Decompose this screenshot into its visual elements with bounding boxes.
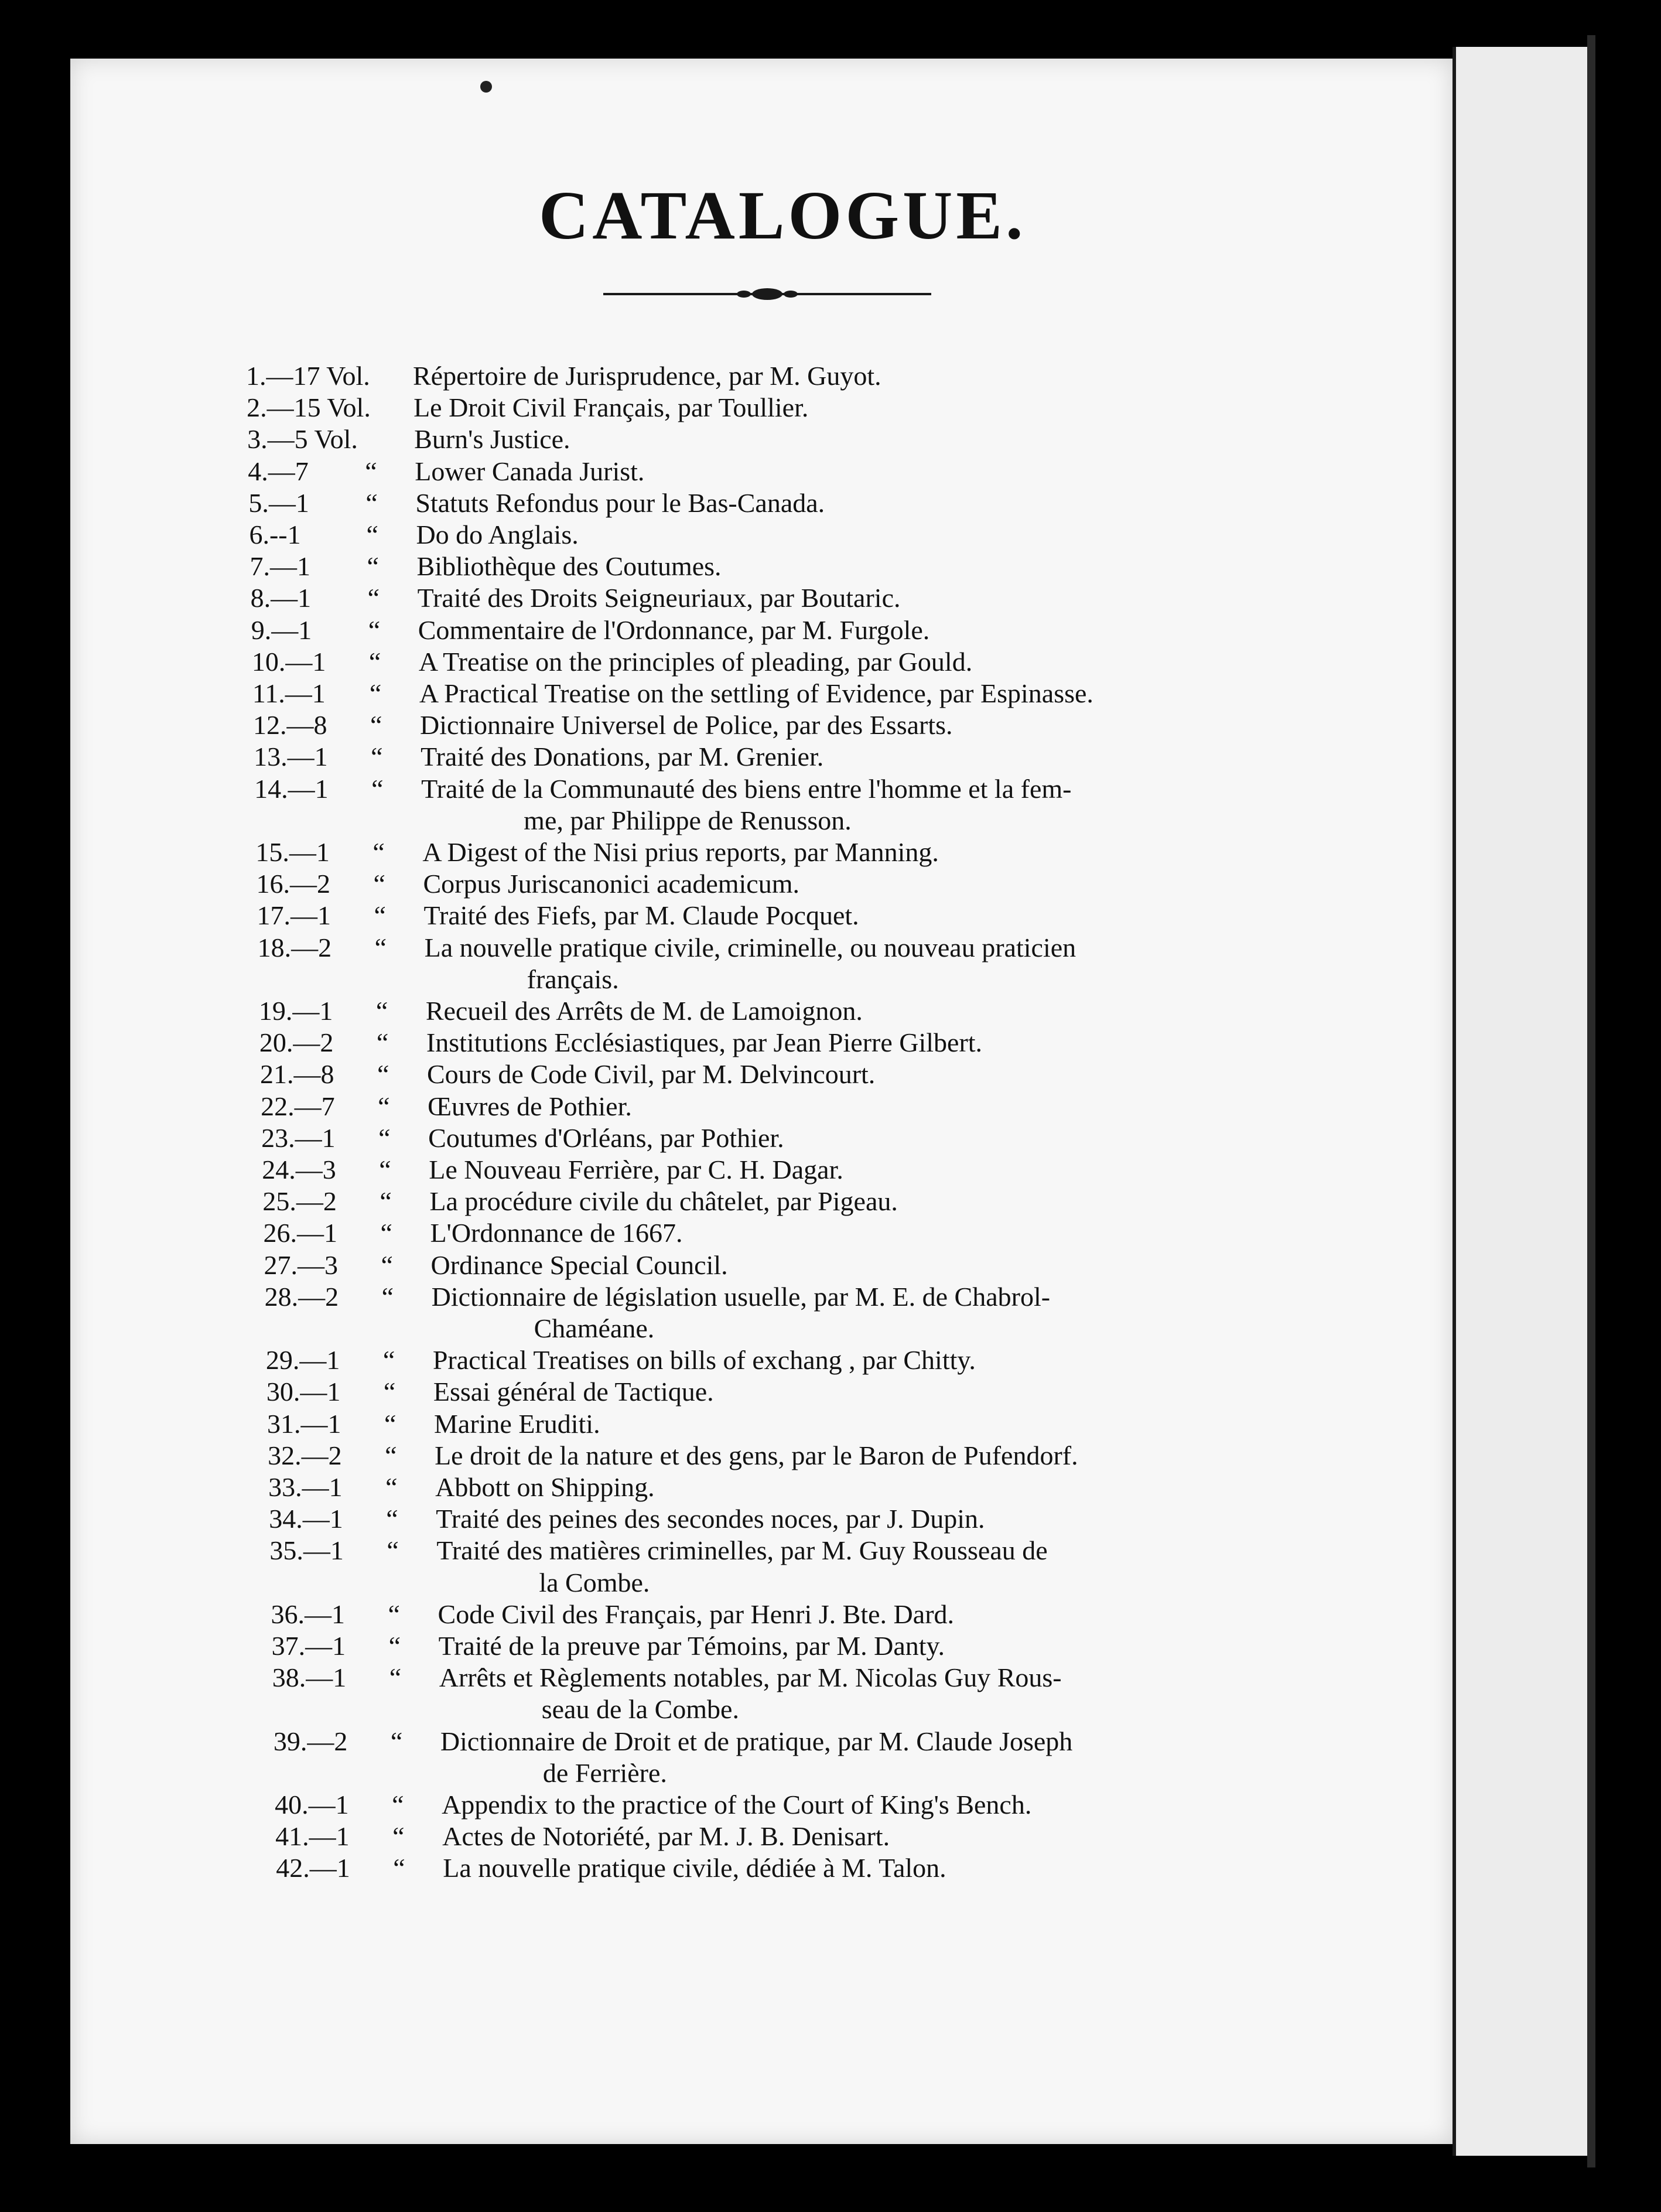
entry-title: A Treatise on the principles of pleading, par Gould. <box>418 646 973 677</box>
entry-title: Do do Anglais. <box>416 520 579 549</box>
ditto-mark: “ <box>371 773 384 804</box>
entry-number: 14.—1 <box>254 773 329 804</box>
entry-number: 35.—1 <box>269 1535 344 1566</box>
entry-number: 23.—1 <box>261 1122 336 1153</box>
ditto-mark: “ <box>386 1504 398 1534</box>
ditto-mark: “ <box>392 1821 405 1852</box>
entry-title: Dictionnaire de Droit et de pratique, par M. Claude Joseph <box>440 1726 1073 1756</box>
entry-number: 18.—2 <box>257 932 332 962</box>
entry-number: 32.—2 <box>268 1440 342 1470</box>
entry-number: 38.—1 <box>272 1663 347 1693</box>
ditto-mark: “ <box>387 1535 399 1566</box>
entry-title-continuation: seau de la Combe. <box>541 1694 739 1725</box>
entry-title: Statuts Refondus pour le Bas-Canada. <box>415 487 825 518</box>
ditto-mark: “ <box>376 1028 389 1058</box>
ditto-mark: “ <box>375 996 388 1026</box>
entry-title: Le droit de la nature et des gens, par le Baron de Pufendorf. <box>435 1440 1078 1470</box>
entry-number: 41.—1 <box>275 1821 350 1852</box>
entry-number: 28.—2 <box>264 1281 339 1312</box>
entry-title: Traité des peines des secondes noces, par J. Dupin. <box>436 1504 985 1534</box>
entry-number: 22.—7 <box>261 1091 335 1121</box>
entry-title: Marine Eruditi. <box>434 1408 600 1439</box>
ditto-mark: “ <box>389 1663 402 1693</box>
ditto-mark: “ <box>381 1281 394 1312</box>
ditto-mark: “ <box>381 1250 393 1280</box>
ditto-mark: “ <box>385 1472 398 1502</box>
entry-title: Traité de la preuve par Témoins, par M. Danty. <box>438 1631 945 1661</box>
entry-title: Burn's Justice. <box>414 424 570 455</box>
entry-number: 9.—1 <box>251 615 312 645</box>
entry-title: A Practical Treatise on the settling of Evidence, par Espinasse. <box>419 678 1093 708</box>
entry-number: 1.—17 Vol. <box>246 361 370 391</box>
entry-number: 34.—1 <box>269 1504 343 1534</box>
entry-title: Institutions Ecclésiastiques, par Jean Pierre Gilbert. <box>426 1028 983 1058</box>
entry-title: Corpus Juriscanonici academicum. <box>423 869 799 899</box>
entry-number: 11.—1 <box>252 678 326 708</box>
entry-title: Traité des matières criminelles, par M. Guy Rousseau de <box>436 1535 1048 1566</box>
entry-title: La nouvelle pratique civile, dédiée à M. Talon. <box>443 1853 946 1883</box>
page-title: CATALOGUE. <box>539 177 1027 254</box>
entry-title-continuation: de Ferrière. <box>542 1757 667 1788</box>
entry-title: A Digest of the Nisi prius reports, par Manning. <box>422 837 939 867</box>
ditto-mark: “ <box>379 1155 391 1184</box>
ditto-mark: “ <box>365 487 378 518</box>
entry-title: Traité de la Communauté des biens entre l'homme et la fem- <box>421 773 1072 804</box>
entry-number: 16.—2 <box>256 869 330 899</box>
ditto-mark: “ <box>385 1440 397 1470</box>
entry-title: Le Droit Civil Français, par Toullier. <box>413 392 809 423</box>
ditto-mark: “ <box>374 900 386 931</box>
entry-number: 12.—8 <box>253 710 327 740</box>
entry-title: Recueil des Arrêts de M. de Lamoignon. <box>425 996 863 1026</box>
entry-title: Bibliothèque des Coutumes. <box>416 551 722 582</box>
entry-number: 20.—2 <box>259 1028 334 1058</box>
entry-title: Appendix to the practice of the Court of King's Bench. <box>442 1790 1032 1820</box>
entry-title: Lower Canada Jurist. <box>415 456 645 486</box>
entry-title: La procédure civile du châtelet, par Pigeau. <box>429 1186 898 1217</box>
entry-title: Practical Treatises on bills of exchang , par Chitty. <box>432 1345 976 1375</box>
entry-title-continuation: me, par Philippe de Renusson. <box>524 805 852 835</box>
entry-number: 7.—1 <box>250 551 311 582</box>
entry-number: 2.—15 Vol. <box>247 392 371 423</box>
ditto-mark: “ <box>372 837 385 867</box>
ditto-mark: “ <box>369 678 382 708</box>
entry-number: 25.—2 <box>262 1186 337 1217</box>
ditto-mark: “ <box>368 615 381 645</box>
entry-number: 24.—3 <box>262 1155 336 1184</box>
ditto-mark: “ <box>393 1853 405 1883</box>
entry-number: 40.—1 <box>275 1790 349 1820</box>
ditto-mark: “ <box>373 869 385 899</box>
entry-title: Œuvres de Pothier. <box>428 1091 632 1121</box>
ditto-mark: “ <box>370 710 382 740</box>
ditto-mark: “ <box>371 742 383 772</box>
entry-title: Essai général de Tactique. <box>433 1377 714 1407</box>
entry-title: Dictionnaire de législation usuelle, par M. E. de Chabrol- <box>431 1281 1051 1312</box>
entry-title: Le Nouveau Ferrière, par C. H. Dagar. <box>429 1155 843 1184</box>
entry-number: 37.—1 <box>271 1631 346 1661</box>
ditto-mark: “ <box>367 583 380 613</box>
entry-title: La nouvelle pratique civile, criminelle, ou nouveau praticien <box>424 932 1076 962</box>
entry-number: 29.—1 <box>265 1345 340 1375</box>
entry-title: Coutumes d'Orléans, par Pothier. <box>428 1122 784 1153</box>
entry-title-continuation: Chaméane. <box>534 1313 655 1343</box>
ditto-mark: “ <box>374 932 387 962</box>
entry-title: L'Ordonnance de 1667. <box>430 1218 683 1248</box>
ditto-mark: “ <box>392 1790 404 1820</box>
entry-title-continuation: français. <box>527 964 619 994</box>
entry-title: Répertoire de Jurisprudence, par M. Guyot. <box>413 361 881 391</box>
ditto-mark: “ <box>382 1345 395 1375</box>
entry-number: 30.—1 <box>266 1377 341 1407</box>
entry-number: 13.—1 <box>254 742 328 772</box>
entry-number: 4.—7 <box>248 456 309 486</box>
entry-number: 17.—1 <box>257 900 331 931</box>
ditto-mark: “ <box>380 1218 392 1248</box>
ditto-mark: “ <box>390 1726 403 1756</box>
entry-number: 31.—1 <box>267 1408 341 1439</box>
ditto-mark: “ <box>367 551 379 582</box>
ditto-mark: “ <box>366 520 378 549</box>
entry-number: 8.—1 <box>250 583 312 613</box>
entry-number: 33.—1 <box>268 1472 343 1502</box>
entry-number: 5.—1 <box>248 487 309 518</box>
entry-title: Traité des Donations, par M. Grenier. <box>421 742 824 772</box>
ditto-mark: “ <box>388 1599 400 1629</box>
entry-title-continuation: la Combe. <box>539 1567 650 1597</box>
entry-number: 42.—1 <box>276 1853 350 1883</box>
ditto-mark: “ <box>384 1408 397 1439</box>
ditto-mark: “ <box>380 1186 392 1217</box>
entry-number: 39.—2 <box>273 1726 348 1756</box>
entry-number: 36.—1 <box>271 1599 346 1629</box>
ditto-mark: “ <box>365 456 377 486</box>
entry-number: 10.—1 <box>251 646 326 677</box>
entry-title: Traité des Droits Seigneuriaux, par Boutaric. <box>417 583 901 613</box>
entry-title: Dictionnaire Universel de Police, par des Essarts. <box>420 710 953 740</box>
entry-title: Ordinance Special Council. <box>430 1250 728 1280</box>
entry-number: 6.--1 <box>249 520 301 549</box>
entry-number: 3.—5 Vol. <box>247 424 358 455</box>
entry-number: 26.—1 <box>263 1218 337 1248</box>
ditto-mark: “ <box>368 646 381 677</box>
entry-title: Commentaire de l'Ordonnance, par M. Furgole. <box>418 615 930 645</box>
entry-number: 27.—3 <box>264 1250 339 1280</box>
ditto-mark: “ <box>378 1122 391 1153</box>
entry-title: Traité des Fiefs, par M. Claude Pocquet. <box>423 900 859 931</box>
entry-title: Arrêts et Règlements notables, par M. Nicolas Guy Rous- <box>439 1663 1062 1693</box>
ditto-mark: “ <box>378 1091 390 1121</box>
entry-title: Cours de Code Civil, par M. Delvincourt. <box>427 1059 876 1090</box>
entry-title: Abbott on Shipping. <box>435 1472 655 1502</box>
entry-title: Code Civil des Français, par Henri J. Bte. Dard. <box>438 1599 955 1629</box>
entry-number: 21.—8 <box>260 1059 334 1090</box>
ditto-mark: “ <box>377 1059 389 1090</box>
entry-title: Actes de Notoriété, par M. J. B. Denisart. <box>442 1821 890 1852</box>
entry-number: 19.—1 <box>258 996 333 1026</box>
ditto-mark: “ <box>388 1631 401 1661</box>
ditto-mark: “ <box>383 1377 396 1407</box>
entry-number: 15.—1 <box>255 837 330 867</box>
